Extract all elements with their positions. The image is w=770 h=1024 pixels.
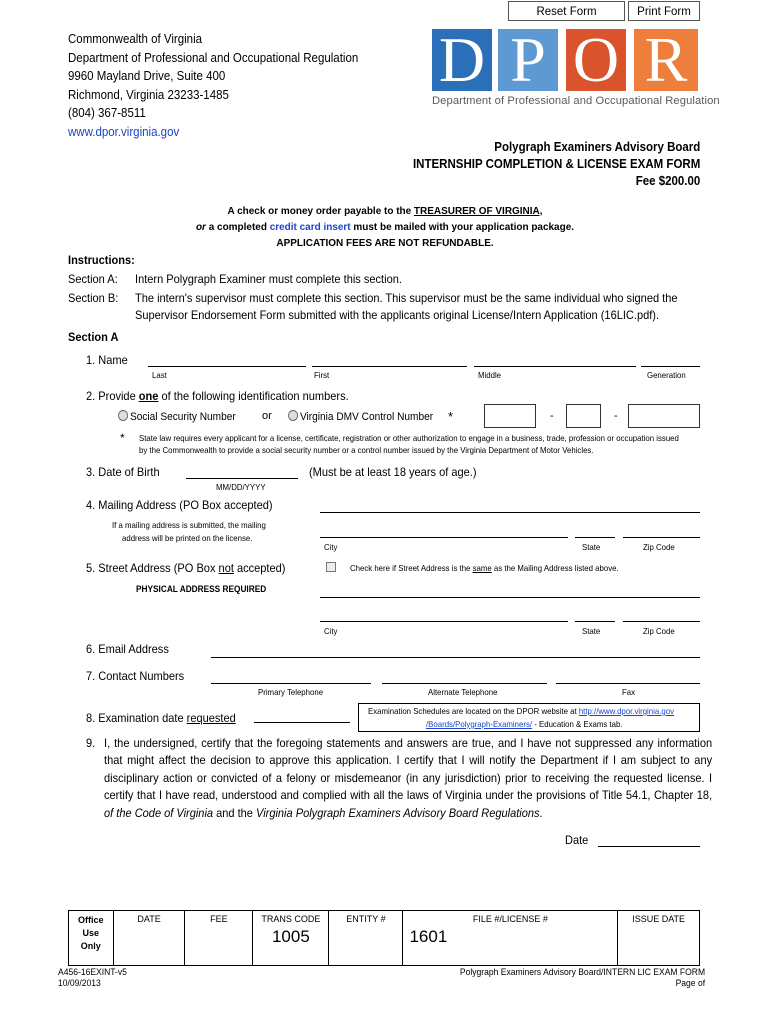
mailing-state-field[interactable] <box>575 537 615 538</box>
section-a-label: Section A: <box>68 272 118 286</box>
logo-subtitle: Department of Professional and Occupational Regulation <box>432 95 720 107</box>
id-law-note-1: State law requires every applicant for a license, certificate, registration or other authorization to engage in a business, trade, profession or occupation issued <box>139 433 679 443</box>
address-line-1: Commonwealth of Virginia <box>68 32 203 46</box>
last-name-field[interactable] <box>148 366 306 367</box>
street-address-field[interactable] <box>320 597 700 598</box>
office-date-cell: DATE <box>113 911 185 966</box>
mailing-city-label: City <box>324 542 338 552</box>
primary-telephone-label: Primary Telephone <box>258 687 324 697</box>
office-entity-cell: ENTITY # <box>329 911 403 966</box>
last-label: Last <box>152 370 167 380</box>
id-number-part-3[interactable] <box>628 404 700 428</box>
email-label: 6. Email Address <box>86 642 169 656</box>
id-law-note-2: by the Commonwealth to provide a social security number or a control number issued by the Virginia Department of Motor Vehicles. <box>139 445 594 455</box>
first-name-field[interactable] <box>312 366 467 367</box>
agency-address <box>68 30 358 141</box>
generation-label: Generation <box>647 370 686 380</box>
dob-age-note: (Must be at least 18 years of age.) <box>309 465 477 479</box>
instructions-title: Instructions: <box>68 253 135 267</box>
credit-card-insert-link[interactable]: credit card insert <box>269 221 351 233</box>
address-line-2: Department of Professional and Occupational Regulation <box>68 50 359 65</box>
office-use-label: Office Use Only <box>69 911 114 966</box>
middle-name-field[interactable] <box>474 366 636 367</box>
section-b-label: Section B: <box>68 291 119 305</box>
logo-letter-p: P <box>498 29 558 91</box>
section-b-instruction: The intern's supervisor must complete this section. This supervisor must be the same individual who signed the <box>135 291 678 305</box>
primary-telephone-field[interactable] <box>211 683 371 684</box>
address-line-3: 9960 Mayland Drive, Suite 400 <box>68 69 226 83</box>
section-a-title: Section A <box>68 330 119 344</box>
form-revision-date: 10/09/2013 <box>58 978 101 988</box>
asterisk-icon: * <box>448 409 454 424</box>
mailing-note-1: If a mailing address is submitted, the mailing <box>112 520 266 530</box>
address-line-4: Richmond, Virginia 23233-1485 <box>68 87 229 102</box>
form-title: INTERNSHIP COMPLETION & LICENSE EXAM FORM <box>412 157 700 171</box>
footer-title: Polygraph Examiners Advisory Board/INTERN LIC EXAM FORM <box>459 967 705 977</box>
street-zip-label: Zip Code <box>643 626 675 636</box>
form-code-footer <box>58 967 127 989</box>
first-label: First <box>314 370 330 380</box>
street-zip-field[interactable] <box>623 621 700 622</box>
office-issue-date-cell: ISSUE DATE <box>618 911 700 966</box>
id-number-part-2[interactable] <box>566 404 601 428</box>
logo-letter-d: D <box>432 29 492 91</box>
email-field[interactable] <box>211 657 700 658</box>
mailing-city-field[interactable] <box>320 537 568 538</box>
trans-code-value: 1005 <box>271 927 310 946</box>
form-code: A456-16EXINT-v5 <box>58 967 127 977</box>
mailing-address-label: 4. Mailing Address (PO Box accepted) <box>86 498 273 512</box>
website-link[interactable]: www.dpor.virginia.gov <box>68 124 180 139</box>
payment-notice <box>19 203 751 251</box>
exam-schedule-note-1: Examination Schedules are located on the DPOR website at http://www.dpor.virginia.gov <box>368 706 675 716</box>
id-dash-2: - <box>614 410 618 422</box>
middle-label: Middle <box>478 370 502 380</box>
id-dash-1: - <box>550 410 554 422</box>
mailing-note-2: address will be printed on the license. <box>122 533 253 543</box>
alternate-telephone-label: Alternate Telephone <box>428 687 498 697</box>
form-fee: Fee $200.00 <box>635 174 700 188</box>
id-number-part-1[interactable] <box>484 404 536 428</box>
logo-letter-o: O <box>566 29 626 91</box>
office-trans-code-cell: TRANS CODE 1005 <box>253 911 329 966</box>
physical-address-required: PHYSICAL ADDRESS REQUIRED <box>136 584 267 594</box>
signature-date-field[interactable] <box>598 846 700 847</box>
same-address-checkbox[interactable] <box>326 562 336 572</box>
logo-letter-r: R <box>634 29 698 91</box>
dob-label: 3. Date of Birth <box>86 465 160 479</box>
fax-label: Fax <box>622 687 636 697</box>
office-use-table <box>68 910 700 966</box>
mailing-street-field[interactable] <box>320 512 700 513</box>
dmv-label: Virginia DMV Control Number <box>299 411 434 423</box>
page-number: Page of <box>675 978 705 988</box>
exam-date-field[interactable] <box>254 722 350 723</box>
notice-text: a completed <box>205 221 270 233</box>
mailing-zip-field[interactable] <box>623 537 700 538</box>
name-label: 1. Name <box>86 353 128 367</box>
reset-form-button[interactable]: Reset Form <box>508 1 625 21</box>
mailing-state-label: State <box>582 542 601 552</box>
dmv-radio[interactable] <box>288 410 298 421</box>
office-file-license-cell: FILE #/LICENSE # 1601 <box>403 911 618 966</box>
exam-date-label: 8. Examination date requested <box>86 711 236 725</box>
office-fee-cell: FEE <box>185 911 253 966</box>
form-title-block <box>413 139 700 190</box>
notice-text: A check or money order payable to the <box>227 205 414 217</box>
dmv-radio-option[interactable] <box>288 410 433 423</box>
certification-number: 9. <box>86 736 96 750</box>
dob-format-hint: MM/DD/YYYY <box>216 482 266 492</box>
address-phone: (804) 367-8511 <box>68 106 146 120</box>
signature-date-label: Date <box>565 833 589 847</box>
dpor-website-link[interactable]: http://www.dpor.virginia.gov <box>578 706 675 716</box>
ssn-label: Social Security Number <box>129 411 236 423</box>
nonrefundable-notice: APPLICATION FEES ARE NOT REFUNDABLE. <box>276 237 494 249</box>
street-city-label: City <box>324 626 338 636</box>
street-address-label: 5. Street Address (PO Box not accepted) <box>86 561 286 575</box>
street-city-field[interactable] <box>320 621 568 622</box>
ssn-radio-option[interactable] <box>118 410 236 423</box>
mailing-zip-label: Zip Code <box>643 542 675 552</box>
or-text: or <box>262 410 272 422</box>
alternate-telephone-field[interactable] <box>382 683 547 684</box>
file-license-value: 1601 <box>409 927 448 946</box>
street-state-field[interactable] <box>575 621 615 622</box>
polygraph-board-link[interactable]: /Boards/Polygraph-Examiners/ <box>426 719 533 729</box>
generation-field[interactable] <box>641 366 700 367</box>
contact-numbers-label: 7. Contact Numbers <box>86 669 185 683</box>
certification-statement: I, the undersigned, certify that the foregoing statements and answers are true, and I have not suppressed any information that might affect the decision to approve this application. I certify that I will notify the Department if I am subject to any disciplinary action or convicted of a felony or misdemeanor (in any jurisdiction) prior to receiving the requested license. I certify that I have read, understood and complied with all the laws of Virginia under the provisions of Title 54.1, Chapter 18, of the Code of Virginia and the Virginia Polygraph Examiners Advisory Board Regulations. <box>104 736 713 820</box>
street-state-label: State <box>582 626 601 636</box>
fax-field[interactable] <box>556 683 700 684</box>
same-address-label: Check here if Street Address is the same as the Mailing Address listed above. <box>350 563 619 573</box>
form-title-footer <box>460 967 705 989</box>
exam-schedule-note-2: /Boards/Polygraph-Examiners/ - Education & Exams tab. <box>426 719 623 729</box>
dob-field[interactable] <box>186 478 298 479</box>
id-numbers-label: 2. Provide one of the following identification numbers. <box>86 389 349 403</box>
ssn-radio[interactable] <box>118 410 128 421</box>
section-a-instruction: Intern Polygraph Examiner must complete this section. <box>135 272 402 286</box>
board-name: Polygraph Examiners Advisory Board <box>493 140 700 154</box>
notice-text: must be mailed with your application package. <box>350 221 575 233</box>
print-form-button[interactable]: Print Form <box>628 1 700 21</box>
asterisk-note-icon: * <box>120 431 125 445</box>
treasurer-text: TREASURER OF VIRGINIA, <box>413 205 543 217</box>
section-b-instruction-cont: Supervisor Endorsement Form submitted with the applicants original License/Intern Application (16LIC.pdf). <box>135 308 660 322</box>
notice-or: or <box>195 221 206 233</box>
